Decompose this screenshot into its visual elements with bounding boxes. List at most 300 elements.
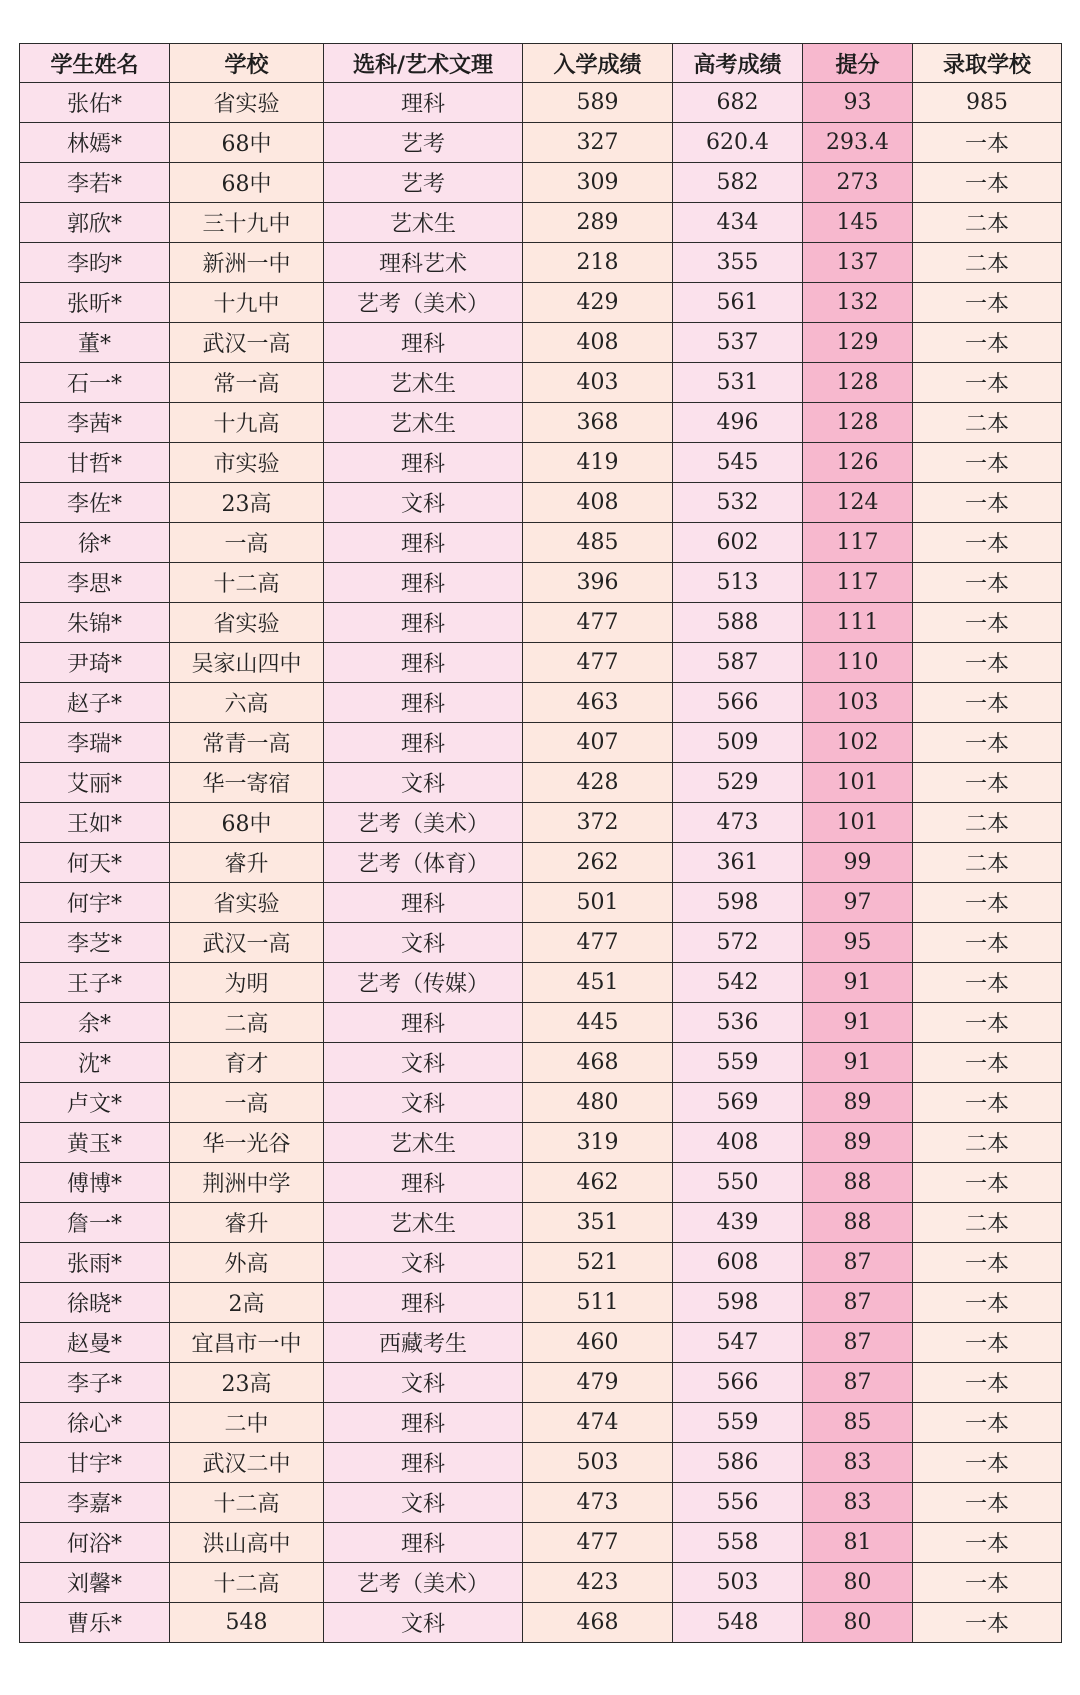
- cell-school: 68中: [170, 803, 324, 843]
- cell-admission: 一本: [913, 163, 1062, 203]
- cell-score-gain: 103: [803, 683, 913, 723]
- table-row: [20, 283, 1062, 323]
- cell-admission: 一本: [913, 523, 1062, 563]
- cell-admission: 一本: [913, 683, 1062, 723]
- table-row: [20, 1083, 1062, 1123]
- cell-entrance-score: 396: [523, 563, 673, 603]
- cell-gaokao-score: 536: [673, 1003, 803, 1043]
- cell-score-gain: 99: [803, 843, 913, 883]
- cell-student-name: 艾丽*: [20, 763, 170, 803]
- table-row: [20, 1203, 1062, 1243]
- cell-student-name: 徐晓*: [20, 1283, 170, 1323]
- cell-school: 2高: [170, 1283, 324, 1323]
- cell-subject-track: 艺术生: [324, 403, 523, 443]
- cell-entrance-score: 309: [523, 163, 673, 203]
- cell-gaokao-score: 566: [673, 1363, 803, 1403]
- cell-student-name: 甘哲*: [20, 443, 170, 483]
- cell-student-name: 林嫣*: [20, 123, 170, 163]
- cell-subject-track: 理科: [324, 603, 523, 643]
- table-row: [20, 1123, 1062, 1163]
- table-row: [20, 123, 1062, 163]
- table-row: [20, 803, 1062, 843]
- table-row: [20, 163, 1062, 203]
- cell-gaokao-score: 587: [673, 643, 803, 683]
- table-row: [20, 723, 1062, 763]
- table-row: [20, 643, 1062, 683]
- cell-entrance-score: 407: [523, 723, 673, 763]
- cell-admission: 一本: [913, 1483, 1062, 1523]
- cell-student-name: 李嘉*: [20, 1483, 170, 1523]
- cell-school: 十二高: [170, 1563, 324, 1603]
- cell-score-gain: 87: [803, 1363, 913, 1403]
- cell-admission: 一本: [913, 1323, 1062, 1363]
- cell-admission: 一本: [913, 1283, 1062, 1323]
- cell-admission: 二本: [913, 803, 1062, 843]
- cell-entrance-score: 218: [523, 243, 673, 283]
- cell-gaokao-score: 561: [673, 283, 803, 323]
- cell-admission: 二本: [913, 1203, 1062, 1243]
- cell-student-name: 李子*: [20, 1363, 170, 1403]
- cell-school: 市实验: [170, 443, 324, 483]
- cell-school: 省实验: [170, 83, 324, 123]
- cell-subject-track: 理科: [324, 1003, 523, 1043]
- cell-subject-track: 理科: [324, 523, 523, 563]
- cell-school: 68中: [170, 163, 324, 203]
- cell-entrance-score: 351: [523, 1203, 673, 1243]
- cell-school: 省实验: [170, 603, 324, 643]
- cell-subject-track: 文科: [324, 1083, 523, 1123]
- cell-entrance-score: 327: [523, 123, 673, 163]
- cell-admission: 一本: [913, 563, 1062, 603]
- cell-gaokao-score: 586: [673, 1443, 803, 1483]
- cell-school: 三十九中: [170, 203, 324, 243]
- cell-admission: 一本: [913, 1443, 1062, 1483]
- cell-subject-track: 艺考（体育）: [324, 843, 523, 883]
- cell-gaokao-score: 602: [673, 523, 803, 563]
- cell-school: 宜昌市一中: [170, 1323, 324, 1363]
- cell-subject-track: 文科: [324, 763, 523, 803]
- cell-subject-track: 文科: [324, 483, 523, 523]
- cell-score-gain: 128: [803, 363, 913, 403]
- cell-score-gain: 88: [803, 1203, 913, 1243]
- cell-score-gain: 273: [803, 163, 913, 203]
- cell-gaokao-score: 608: [673, 1243, 803, 1283]
- table-row: [20, 963, 1062, 1003]
- cell-gaokao-score: 566: [673, 683, 803, 723]
- cell-entrance-score: 477: [523, 603, 673, 643]
- cell-score-gain: 126: [803, 443, 913, 483]
- cell-school: 十九高: [170, 403, 324, 443]
- cell-school: 23高: [170, 483, 324, 523]
- cell-student-name: 何天*: [20, 843, 170, 883]
- cell-subject-track: 艺术生: [324, 363, 523, 403]
- cell-admission: 二本: [913, 1123, 1062, 1163]
- cell-entrance-score: 468: [523, 1603, 673, 1643]
- cell-admission: 二本: [913, 243, 1062, 283]
- cell-gaokao-score: 513: [673, 563, 803, 603]
- cell-score-gain: 91: [803, 963, 913, 1003]
- cell-entrance-score: 521: [523, 1243, 673, 1283]
- cell-student-name: 王子*: [20, 963, 170, 1003]
- cell-subject-track: 西藏考生: [324, 1323, 523, 1363]
- cell-score-gain: 81: [803, 1523, 913, 1563]
- table-row: [20, 1363, 1062, 1403]
- cell-score-gain: 110: [803, 643, 913, 683]
- cell-school: 育才: [170, 1043, 324, 1083]
- cell-gaokao-score: 496: [673, 403, 803, 443]
- cell-entrance-score: 289: [523, 203, 673, 243]
- cell-subject-track: 艺考（美术）: [324, 1563, 523, 1603]
- cell-subject-track: 理科: [324, 443, 523, 483]
- cell-subject-track: 文科: [324, 1603, 523, 1643]
- cell-score-gain: 132: [803, 283, 913, 323]
- cell-school: 548: [170, 1603, 324, 1643]
- cell-entrance-score: 473: [523, 1483, 673, 1523]
- cell-entrance-score: 589: [523, 83, 673, 123]
- cell-score-gain: 83: [803, 1443, 913, 1483]
- cell-entrance-score: 372: [523, 803, 673, 843]
- cell-subject-track: 艺考（美术）: [324, 803, 523, 843]
- table-row: [20, 1523, 1062, 1563]
- header-student-name: 学生姓名: [20, 44, 170, 83]
- cell-subject-track: 理科: [324, 643, 523, 683]
- cell-student-name: 刘馨*: [20, 1563, 170, 1603]
- cell-admission: 一本: [913, 363, 1062, 403]
- cell-gaokao-score: 620.4: [673, 123, 803, 163]
- cell-gaokao-score: 559: [673, 1403, 803, 1443]
- cell-score-gain: 111: [803, 603, 913, 643]
- cell-subject-track: 文科: [324, 923, 523, 963]
- cell-gaokao-score: 558: [673, 1523, 803, 1563]
- header-score-gain: 提分: [803, 44, 913, 83]
- cell-entrance-score: 408: [523, 323, 673, 363]
- table-row: [20, 1483, 1062, 1523]
- table-row: [20, 763, 1062, 803]
- cell-gaokao-score: 547: [673, 1323, 803, 1363]
- cell-score-gain: 91: [803, 1043, 913, 1083]
- cell-entrance-score: 474: [523, 1403, 673, 1443]
- cell-score-gain: 97: [803, 883, 913, 923]
- cell-admission: 一本: [913, 1403, 1062, 1443]
- cell-subject-track: 理科: [324, 1443, 523, 1483]
- cell-entrance-score: 503: [523, 1443, 673, 1483]
- cell-entrance-score: 262: [523, 843, 673, 883]
- cell-subject-track: 理科: [324, 1163, 523, 1203]
- cell-score-gain: 124: [803, 483, 913, 523]
- cell-score-gain: 145: [803, 203, 913, 243]
- cell-gaokao-score: 509: [673, 723, 803, 763]
- cell-student-name: 曹乐*: [20, 1603, 170, 1643]
- cell-admission: 一本: [913, 1363, 1062, 1403]
- cell-entrance-score: 477: [523, 1523, 673, 1563]
- cell-student-name: 李佐*: [20, 483, 170, 523]
- cell-school: 十九中: [170, 283, 324, 323]
- cell-admission: 二本: [913, 843, 1062, 883]
- cell-student-name: 张雨*: [20, 1243, 170, 1283]
- cell-gaokao-score: 434: [673, 203, 803, 243]
- cell-school: 武汉一高: [170, 923, 324, 963]
- cell-student-name: 徐心*: [20, 1403, 170, 1443]
- table-row: [20, 203, 1062, 243]
- cell-score-gain: 89: [803, 1083, 913, 1123]
- header-row: [20, 44, 1062, 83]
- cell-score-gain: 117: [803, 523, 913, 563]
- table-row: [20, 1403, 1062, 1443]
- cell-subject-track: 理科艺术: [324, 243, 523, 283]
- cell-school: 一高: [170, 1083, 324, 1123]
- table-row: [20, 603, 1062, 643]
- cell-student-name: 黄玉*: [20, 1123, 170, 1163]
- cell-student-name: 徐*: [20, 523, 170, 563]
- cell-score-gain: 83: [803, 1483, 913, 1523]
- cell-score-gain: 88: [803, 1163, 913, 1203]
- header-entrance-score: 入学成绩: [523, 44, 673, 83]
- cell-score-gain: 87: [803, 1323, 913, 1363]
- cell-gaokao-score: 548: [673, 1603, 803, 1643]
- cell-admission: 一本: [913, 963, 1062, 1003]
- cell-admission: 一本: [913, 1163, 1062, 1203]
- cell-subject-track: 艺考（传媒）: [324, 963, 523, 1003]
- cell-entrance-score: 477: [523, 923, 673, 963]
- header-school: 学校: [170, 44, 324, 83]
- table-row: [20, 443, 1062, 483]
- cell-subject-track: 艺考: [324, 163, 523, 203]
- cell-student-name: 傅博*: [20, 1163, 170, 1203]
- cell-entrance-score: 463: [523, 683, 673, 723]
- cell-score-gain: 95: [803, 923, 913, 963]
- cell-school: 洪山高中: [170, 1523, 324, 1563]
- cell-student-name: 赵曼*: [20, 1323, 170, 1363]
- cell-gaokao-score: 572: [673, 923, 803, 963]
- cell-gaokao-score: 588: [673, 603, 803, 643]
- cell-entrance-score: 462: [523, 1163, 673, 1203]
- cell-school: 外高: [170, 1243, 324, 1283]
- cell-admission: 一本: [913, 1523, 1062, 1563]
- cell-gaokao-score: 361: [673, 843, 803, 883]
- cell-school: 省实验: [170, 883, 324, 923]
- cell-entrance-score: 445: [523, 1003, 673, 1043]
- cell-gaokao-score: 598: [673, 1283, 803, 1323]
- cell-gaokao-score: 569: [673, 1083, 803, 1123]
- cell-subject-track: 理科: [324, 723, 523, 763]
- cell-admission: 一本: [913, 723, 1062, 763]
- cell-score-gain: 129: [803, 323, 913, 363]
- table-header: [20, 44, 1062, 83]
- cell-gaokao-score: 542: [673, 963, 803, 1003]
- cell-gaokao-score: 532: [673, 483, 803, 523]
- cell-student-name: 赵子*: [20, 683, 170, 723]
- cell-gaokao-score: 529: [673, 763, 803, 803]
- cell-score-gain: 80: [803, 1603, 913, 1643]
- cell-subject-track: 文科: [324, 1483, 523, 1523]
- cell-entrance-score: 423: [523, 1563, 673, 1603]
- cell-score-gain: 293.4: [803, 123, 913, 163]
- cell-gaokao-score: 531: [673, 363, 803, 403]
- cell-entrance-score: 429: [523, 283, 673, 323]
- cell-score-gain: 85: [803, 1403, 913, 1443]
- table-row: [20, 1283, 1062, 1323]
- cell-school: 为明: [170, 963, 324, 1003]
- table-row: [20, 683, 1062, 723]
- cell-subject-track: 文科: [324, 1363, 523, 1403]
- cell-score-gain: 87: [803, 1283, 913, 1323]
- cell-score-gain: 101: [803, 763, 913, 803]
- table-row: [20, 1563, 1062, 1603]
- cell-admission: 一本: [913, 603, 1062, 643]
- cell-gaokao-score: 473: [673, 803, 803, 843]
- cell-entrance-score: 477: [523, 643, 673, 683]
- cell-gaokao-score: 682: [673, 83, 803, 123]
- cell-student-name: 张佑*: [20, 83, 170, 123]
- table-row: [20, 243, 1062, 283]
- cell-student-name: 詹一*: [20, 1203, 170, 1243]
- cell-score-gain: 117: [803, 563, 913, 603]
- header-admission: 录取学校: [913, 44, 1062, 83]
- cell-gaokao-score: 355: [673, 243, 803, 283]
- cell-gaokao-score: 545: [673, 443, 803, 483]
- cell-admission: 二本: [913, 203, 1062, 243]
- cell-student-name: 郭欣*: [20, 203, 170, 243]
- cell-gaokao-score: 439: [673, 1203, 803, 1243]
- cell-student-name: 李思*: [20, 563, 170, 603]
- cell-student-name: 李茜*: [20, 403, 170, 443]
- table-row: [20, 843, 1062, 883]
- cell-school: 常一高: [170, 363, 324, 403]
- cell-subject-track: 艺考（美术）: [324, 283, 523, 323]
- cell-subject-track: 理科: [324, 1523, 523, 1563]
- cell-student-name: 朱锦*: [20, 603, 170, 643]
- cell-score-gain: 80: [803, 1563, 913, 1603]
- cell-school: 二高: [170, 1003, 324, 1043]
- cell-gaokao-score: 537: [673, 323, 803, 363]
- table-body: [20, 83, 1062, 1643]
- cell-entrance-score: 408: [523, 483, 673, 523]
- table-row: [20, 523, 1062, 563]
- cell-student-name: 卢文*: [20, 1083, 170, 1123]
- cell-admission: 一本: [913, 883, 1062, 923]
- cell-entrance-score: 501: [523, 883, 673, 923]
- cell-student-name: 李昀*: [20, 243, 170, 283]
- cell-school: 华一寄宿: [170, 763, 324, 803]
- cell-student-name: 石一*: [20, 363, 170, 403]
- cell-score-gain: 89: [803, 1123, 913, 1163]
- cell-score-gain: 102: [803, 723, 913, 763]
- cell-admission: 一本: [913, 123, 1062, 163]
- cell-subject-track: 艺考: [324, 123, 523, 163]
- table-row: [20, 323, 1062, 363]
- cell-school: 武汉一高: [170, 323, 324, 363]
- cell-entrance-score: 480: [523, 1083, 673, 1123]
- cell-subject-track: 文科: [324, 1043, 523, 1083]
- cell-school: 十二高: [170, 563, 324, 603]
- cell-admission: 一本: [913, 643, 1062, 683]
- cell-school: 睿升: [170, 843, 324, 883]
- cell-entrance-score: 419: [523, 443, 673, 483]
- cell-subject-track: 理科: [324, 563, 523, 603]
- cell-student-name: 董*: [20, 323, 170, 363]
- cell-entrance-score: 368: [523, 403, 673, 443]
- cell-subject-track: 理科: [324, 1283, 523, 1323]
- cell-subject-track: 艺术生: [324, 203, 523, 243]
- cell-admission: 985: [913, 83, 1062, 123]
- cell-gaokao-score: 556: [673, 1483, 803, 1523]
- cell-score-gain: 87: [803, 1243, 913, 1283]
- table-row: [20, 83, 1062, 123]
- cell-admission: 一本: [913, 283, 1062, 323]
- table-row: [20, 363, 1062, 403]
- cell-entrance-score: 485: [523, 523, 673, 563]
- cell-school: 一高: [170, 523, 324, 563]
- cell-school: 六高: [170, 683, 324, 723]
- cell-admission: 一本: [913, 1043, 1062, 1083]
- score-table: [19, 43, 1062, 1643]
- cell-school: 68中: [170, 123, 324, 163]
- cell-entrance-score: 428: [523, 763, 673, 803]
- cell-school: 新洲一中: [170, 243, 324, 283]
- cell-score-gain: 137: [803, 243, 913, 283]
- cell-admission: 一本: [913, 483, 1062, 523]
- cell-student-name: 张昕*: [20, 283, 170, 323]
- cell-school: 23高: [170, 1363, 324, 1403]
- cell-gaokao-score: 559: [673, 1043, 803, 1083]
- cell-admission: 一本: [913, 1083, 1062, 1123]
- cell-admission: 一本: [913, 1003, 1062, 1043]
- table-row: [20, 403, 1062, 443]
- cell-subject-track: 艺术生: [324, 1203, 523, 1243]
- cell-admission: 一本: [913, 763, 1062, 803]
- cell-admission: 一本: [913, 323, 1062, 363]
- cell-admission: 一本: [913, 1563, 1062, 1603]
- cell-admission: 一本: [913, 923, 1062, 963]
- table-row: [20, 923, 1062, 963]
- cell-entrance-score: 511: [523, 1283, 673, 1323]
- cell-subject-track: 理科: [324, 83, 523, 123]
- cell-student-name: 余*: [20, 1003, 170, 1043]
- cell-subject-track: 理科: [324, 883, 523, 923]
- table-row: [20, 883, 1062, 923]
- table-row: [20, 1043, 1062, 1083]
- cell-gaokao-score: 598: [673, 883, 803, 923]
- cell-student-name: 甘宇*: [20, 1443, 170, 1483]
- cell-school: 常青一高: [170, 723, 324, 763]
- table-row: [20, 1443, 1062, 1483]
- cell-gaokao-score: 550: [673, 1163, 803, 1203]
- table-row: [20, 1163, 1062, 1203]
- cell-subject-track: 艺术生: [324, 1123, 523, 1163]
- cell-subject-track: 理科: [324, 1403, 523, 1443]
- cell-student-name: 沈*: [20, 1043, 170, 1083]
- cell-student-name: 尹琦*: [20, 643, 170, 683]
- cell-school: 武汉二中: [170, 1443, 324, 1483]
- cell-school: 华一光谷: [170, 1123, 324, 1163]
- cell-student-name: 何宇*: [20, 883, 170, 923]
- table-row: [20, 1323, 1062, 1363]
- cell-student-name: 李瑞*: [20, 723, 170, 763]
- cell-score-gain: 93: [803, 83, 913, 123]
- cell-gaokao-score: 582: [673, 163, 803, 203]
- table-row: [20, 1003, 1062, 1043]
- table-row: [20, 483, 1062, 523]
- cell-student-name: 李芝*: [20, 923, 170, 963]
- cell-subject-track: 理科: [324, 323, 523, 363]
- cell-student-name: 何浴*: [20, 1523, 170, 1563]
- cell-school: 荆洲中学: [170, 1163, 324, 1203]
- cell-subject-track: 理科: [324, 683, 523, 723]
- header-gaokao-score: 高考成绩: [673, 44, 803, 83]
- cell-school: 睿升: [170, 1203, 324, 1243]
- cell-entrance-score: 319: [523, 1123, 673, 1163]
- cell-gaokao-score: 503: [673, 1563, 803, 1603]
